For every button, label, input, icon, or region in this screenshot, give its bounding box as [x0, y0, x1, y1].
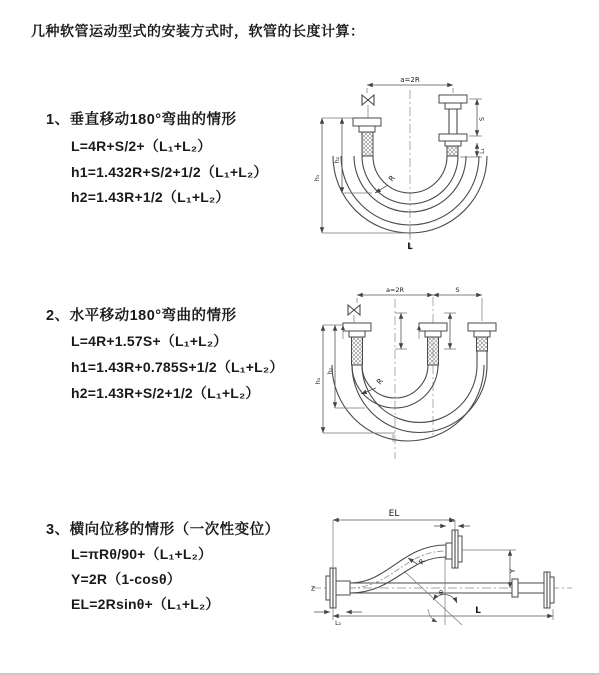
diagram-lateral-displacement [300, 505, 585, 650]
section-1-heading: 1、垂直移动180°弯曲的情形 [46, 112, 237, 128]
section-1-formula-h1: h1=1.432R+S/2+1/2（L₁+L₂） [71, 164, 268, 180]
radius-label: R [417, 557, 427, 567]
section-1-formula-l: L=4R+S/2+（L₁+L₂） [71, 138, 212, 154]
section-3-formula-l: L=πRθ/90+（L₁+L₂） [71, 546, 213, 562]
section-2-formula-h2: h2=1.43R+S/2+1/2（L₁+L₂） [71, 385, 260, 401]
dim-label-h2: h₂ [333, 156, 341, 164]
angle-label: θ [439, 589, 443, 597]
valve-icon [362, 95, 374, 105]
dim-label-s: S [478, 116, 486, 122]
length-label: L [407, 242, 413, 252]
section-3-formula-y: Y=2R（1-cosθ） [71, 571, 181, 587]
axis-label: Z [310, 585, 316, 593]
dim-label-l: L [475, 606, 481, 616]
page-title: 几种软管运动型式的安装方式时，软管的长度计算： [31, 23, 365, 39]
dim-label-l1: L₁ [479, 148, 486, 154]
dim-label-h1: h₁ [314, 377, 322, 385]
angle-arc [428, 609, 437, 622]
fixed-end-fitting [353, 118, 381, 156]
dim-label-a2r: a=2R [400, 76, 420, 84]
diagram-horizontal-180 [310, 283, 570, 468]
original-position-pipe [350, 572, 554, 608]
fixed-end-fitting [343, 323, 371, 365]
dim-label-l2: L₂ [335, 620, 341, 627]
section-2-formula-l: L=4R+1.57S+（L₁+L₂） [71, 333, 228, 349]
radius-leader [361, 388, 376, 394]
diagram-vertical-180 [312, 72, 562, 257]
moving-end-position-2 [468, 323, 496, 365]
dim-label-a2r: a=2R [385, 286, 405, 294]
dim-label-el: EL [388, 509, 400, 519]
valve-icon [348, 305, 360, 315]
section-3-formula-el: EL=2Rsinθ+（L₁+L₂） [71, 596, 220, 612]
moving-end-fitting [439, 95, 467, 156]
dim-label-y: Y [509, 568, 517, 574]
radius-label: R [386, 173, 397, 184]
dim-label-l1: L₁ [449, 517, 455, 524]
section-2-formula-h1: h1=1.43R+0.785S+1/2（L₁+L₂） [71, 359, 284, 375]
left-flange [326, 568, 350, 608]
dim-label-h2: h₂ [326, 367, 334, 375]
dim-label-h1: h₁ [313, 174, 321, 182]
radius-leader [375, 185, 388, 193]
section-1-formula-h2: h2=1.43R+1/2（L₁+L₂） [71, 189, 230, 205]
radius-label: R [374, 376, 385, 387]
hose-arcs [332, 365, 487, 441]
section-3-heading: 3、横向位移的情形（一次性变位） [46, 522, 280, 538]
section-2-heading: 2、水平移动180°弯曲的情形 [46, 308, 237, 324]
moving-end-position-1 [419, 323, 447, 365]
dim-label-s: S [455, 286, 460, 294]
